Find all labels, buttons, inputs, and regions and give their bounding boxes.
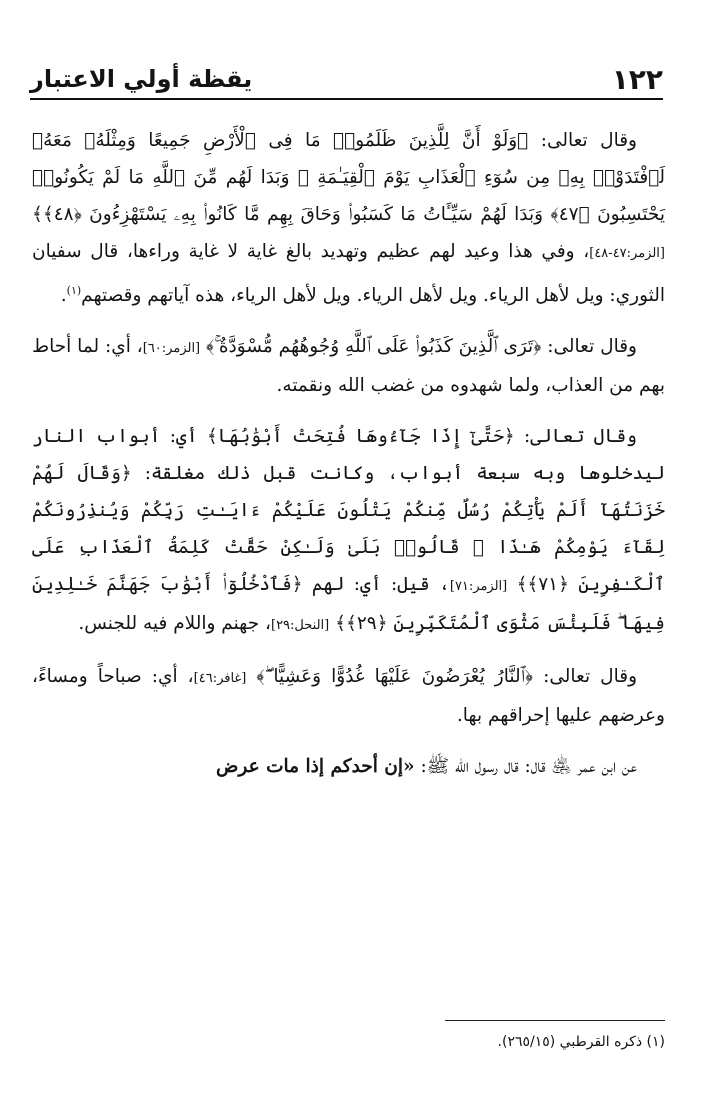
intro-text: وقال تعالى: xyxy=(514,426,637,448)
intro-text: وقال تعالى: xyxy=(533,666,637,688)
footnote-rule xyxy=(445,1020,665,1021)
quran-quote: ﴿حَتَّىٰٓ إِذَا جَآءُوهَا فُتِحَتْ أَبْوَٰبُهَا﴾ xyxy=(206,426,515,448)
hadith-intro: عن ابن عمر ﵁ قال: قال رسول الله ﷺ: xyxy=(414,756,637,778)
verse-reference: [الزمر:٤٧-٤٨] xyxy=(589,246,665,261)
paragraph-4 xyxy=(32,658,665,734)
paragraph-3 xyxy=(32,418,665,644)
quran-quote-3: ﴿فَٱدْخُلُوٓا۟ أَبْوَٰبَ جَهَنَّمَ خَـٰلِدِينَ فِيهَا ۖ فَلَبِئْسَ مَثْوَى ٱلْمُتَكَبِّرِينَ ﴿٢٩﴾﴾ xyxy=(32,574,665,635)
hadith-text: «إن أحدكم إذا مات عرض xyxy=(216,756,415,778)
footnote-marker: (١) xyxy=(66,284,82,297)
intro-text: وقال تعالى: xyxy=(528,130,637,151)
verse-reference-3: [النحل:٢٩] xyxy=(271,618,330,634)
period: . xyxy=(60,285,67,307)
intro-text: وقال تعالى: xyxy=(541,336,637,358)
commentary-text-2: ، قيل: أي: لهم xyxy=(302,574,450,596)
commentary-text: ، أي: لما أحاط بهم من العذاب، ولما شهدوه من غضب الله ونقمته. xyxy=(31,336,665,397)
paragraph-5 xyxy=(32,748,665,785)
paragraph-2 xyxy=(32,328,665,404)
footnote: (١) ذكره القرطبي (٢٦٥/١٥). xyxy=(497,1034,665,1050)
page-header xyxy=(30,62,663,96)
quran-quote: ﴿تَرَى ٱلَّذِينَ كَذَبُوا۟ عَلَى ٱللَّهِ وُجُوهُهُم مُّسْوَدَّةٌ ۚ﴾ xyxy=(206,336,542,358)
quran-quote: ﴿ٱلنَّارُ يُعْرَضُونَ عَلَيْهَا غُدُوًّا وَعَشِيًّا ۖ﴾ xyxy=(256,666,534,688)
commentary-text: ، وفي هذا وعيد لهم عظيم وتهديد بالغ غاية لا غاية وراءها، قال سفيان الثوري: ويل لأهل الرياء. ويل لأهل الرياء. ويل لأهل الرياء، هذه آياتهم وقصتهم xyxy=(32,241,665,307)
running-title: يقظة أولي الاعتبار xyxy=(30,65,253,93)
commentary-text-3: ، جهنم واللام فيه للجنس. xyxy=(78,613,271,635)
verse-reference-2: [الزمر:٧١] xyxy=(449,579,508,595)
quran-quote-2: ﴿وَقَالَ لَهُمْ خَزَنَتُهَآ أَلَمْ يَأْتِكُمْ رُسُلٌ مِّنكُمْ يَتْلُونَ عَلَيْكُمْ ءَايَـٰتِ رَبِّكُمْ وَيُنذِرُونَكُمْ لِقَآءَ يَوْمِكُمْ هَـٰذَا ۚ قَالُوا۟ بَلَىٰ وَلَـٰكِنْ حَقَّتْ كَلِمَةُ ٱلْعَذَابِ عَلَى ٱلْكَـٰفِرِينَ ﴿٧١﴾﴾ xyxy=(32,463,665,596)
commentary-text: أي: أبواب النار ليدخلوها وبه سبعة أبواب، وكانت قبل ذلك مغلقة: xyxy=(32,426,665,485)
quran-quote: ﴿وَلَوْ أَنَّ لِلَّذِينَ ظَلَمُوا۟ مَا فِى ٱلْأَرْضِ جَمِيعًا وَمِثْلَهُۥ مَعَهُۥ لَٱفْتَدَوْا۟ بِهِۦ مِن سُوٓءِ ٱلْعَذَابِ يَوْمَ ٱلْقِيَـٰمَةِ ۚ وَبَدَا لَهُم مِّنَ ٱللَّهِ مَا لَمْ يَكُونُوا۟ يَحْتَسِبُونَ ﴿٤٧﴾ وَبَدَا لَهُمْ سَيِّـَٔاتُ مَا كَسَبُوا۟ وَحَاقَ بِهِم مَّا كَانُوا۟ بِهِۦ يَسْتَهْزِءُونَ ﴿٤٨﴾﴾ xyxy=(32,130,665,225)
page-number: ١٢٢ xyxy=(611,62,663,96)
paragraph-1 xyxy=(32,122,665,314)
header-rule xyxy=(30,98,663,100)
main-text xyxy=(32,122,665,785)
verse-reference: [الزمر:٦٠] xyxy=(142,341,201,357)
commentary-text: ، أي: صباحاً ومساءً، وعرضهم عليها إحراقهم بها. xyxy=(32,666,665,727)
verse-reference: [غافر:٤٦] xyxy=(193,671,247,687)
